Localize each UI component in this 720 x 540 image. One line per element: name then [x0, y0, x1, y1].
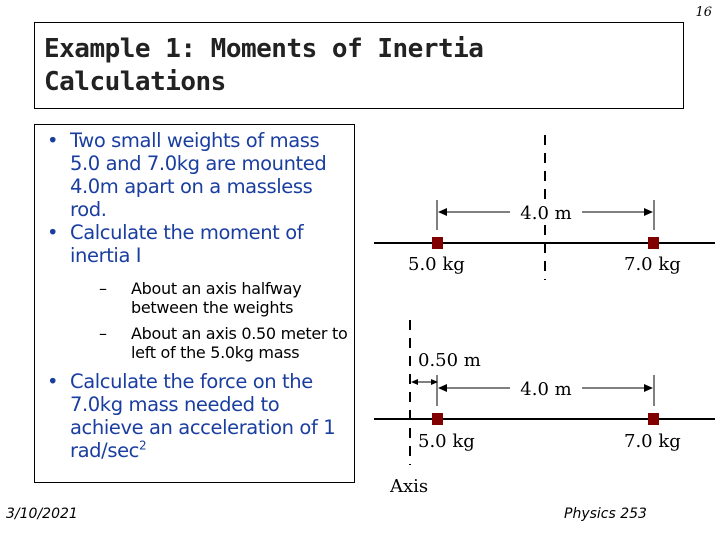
dash-icon: – — [99, 279, 107, 298]
sub-bullet-text: About an axis 0.50 meter to left of the 5.0kg mass — [131, 324, 348, 362]
footer-date: 3/10/2021 — [6, 506, 78, 522]
bullet-item — [43, 129, 348, 221]
mass-7kg — [648, 237, 659, 249]
arrowhead-right-icon — [644, 208, 653, 216]
distance-label: 4.0 m — [520, 379, 572, 400]
inertia-diagram — [360, 120, 720, 500]
bullet-text: Calculate the force on the 7.0kg mass needed to achieve an acceleration of 1 rad/sec — [70, 370, 336, 462]
bullet-text: Calculate the moment of inertia I — [70, 221, 304, 267]
sub-bullet-text: About an axis halfway between the weights — [131, 279, 302, 317]
arrowhead-left-icon — [411, 379, 418, 385]
bullet-dot-icon: • — [47, 129, 59, 152]
mass-5kg — [432, 413, 443, 425]
arrowhead-left-icon — [438, 384, 447, 392]
bullet-item — [43, 370, 348, 462]
slide-title-line-2: Calculations — [44, 67, 226, 97]
sub-bullet-item — [70, 324, 348, 362]
distance-label: 4.0 m — [520, 203, 572, 224]
footer-course: Physics 253 — [564, 506, 647, 522]
offset-label: 0.50 m — [418, 350, 481, 371]
mass-7kg — [648, 413, 659, 425]
slide-title-line-1: Example 1: Moments of Inertia — [44, 34, 484, 64]
sub-bullet-list — [70, 279, 348, 362]
axis-label: Axis — [390, 476, 429, 497]
mass-right-label: 7.0 kg — [624, 254, 681, 275]
arrowhead-left-icon — [438, 208, 447, 216]
bullet-text: Two small weights of mass 5.0 and 7.0kg are mounted 4.0m apart on a massless rod. — [70, 129, 327, 221]
page-number: 16 — [695, 5, 712, 20]
mass-left-label: 5.0 kg — [418, 431, 475, 452]
superscript: 2 — [139, 438, 147, 453]
dash-icon: – — [99, 324, 107, 343]
bullet-item — [43, 221, 348, 362]
bullet-dot-icon: • — [47, 221, 59, 244]
mass-right-label: 7.0 kg — [624, 431, 681, 452]
bullet-dot-icon: • — [47, 370, 59, 393]
mass-left-label: 5.0 kg — [408, 254, 465, 275]
mass-5kg — [432, 237, 443, 249]
arrowhead-right-icon — [644, 384, 653, 392]
bullet-list — [43, 129, 348, 462]
title-box — [34, 22, 684, 109]
sub-bullet-item — [70, 279, 348, 317]
content-box — [34, 124, 355, 483]
